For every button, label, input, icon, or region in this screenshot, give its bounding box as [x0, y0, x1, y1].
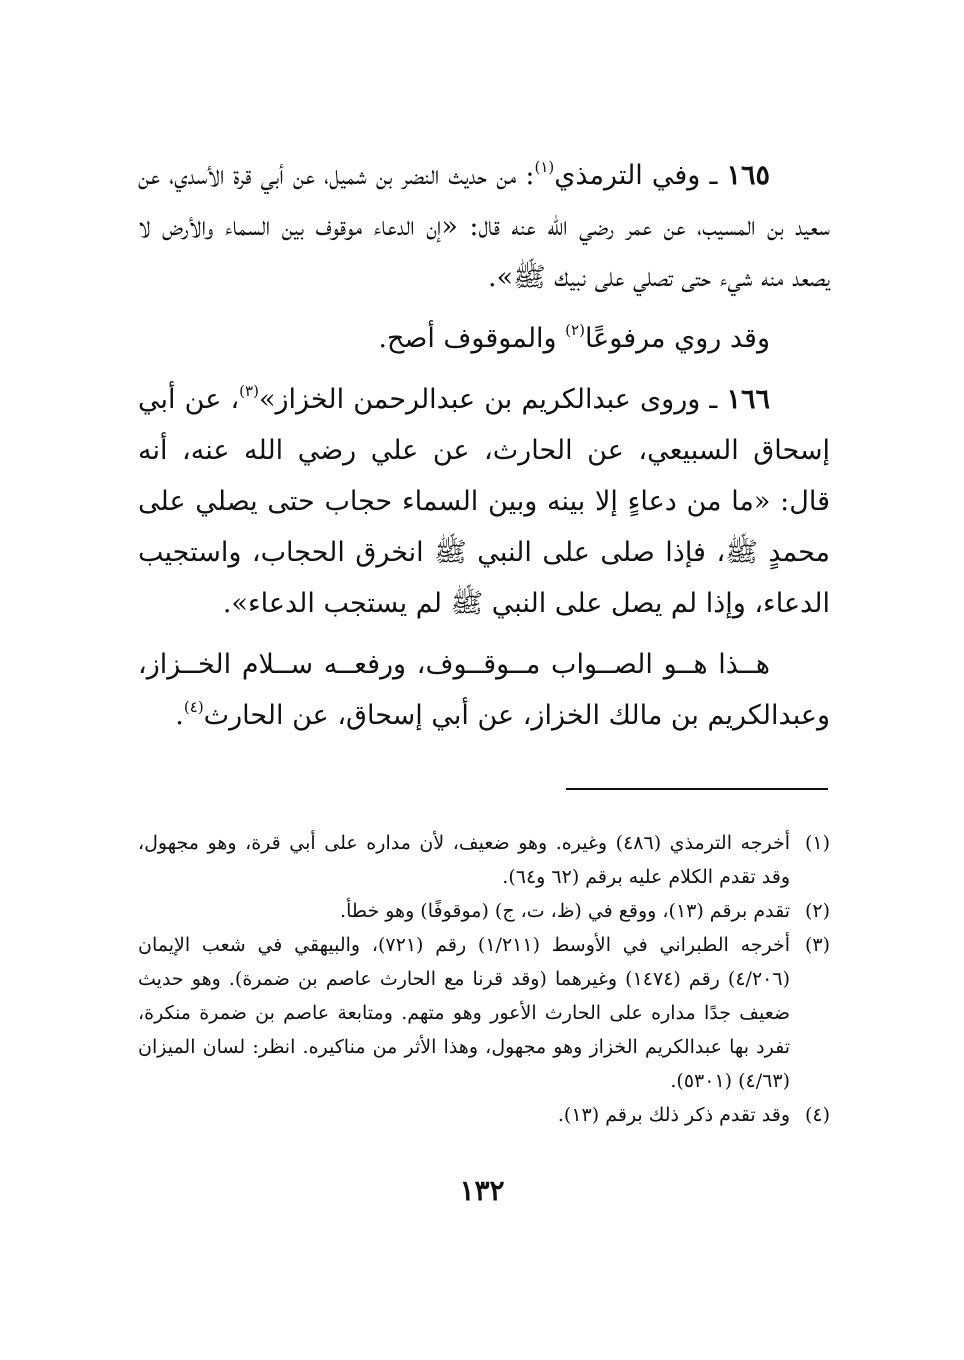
footnote-mark: (٢) [804, 900, 830, 922]
paragraph-text: وقد روي مرفوعًا [584, 323, 770, 354]
page-number: ١٣٢ [459, 1174, 505, 1207]
paragraph-166 [138, 374, 830, 629]
paragraph-text: : من حديث النضر بن شميل، عن أبي قرة الأسدي، عن سعيد بن المسيب، عن عمر رضي الله عنه قال: «إن الدعاء موقوف بين السماء والأرض لا يصعد منه شيء حتى تصلي على نبيك ﷺ». [138, 160, 830, 293]
footnote-ref[interactable]: (٢) [565, 321, 585, 339]
paragraph-text: . [175, 700, 184, 731]
paragraph-text: ـ وروى عبدالكريم بن عبدالرحمن الخزاز» [258, 384, 727, 415]
footnote-ref[interactable]: (٤) [183, 698, 204, 716]
footnotes [138, 826, 830, 1132]
footnote-mark: (٣) [804, 934, 830, 956]
footnote-item [138, 1098, 830, 1132]
paragraph-text: ـ وفي الترمذي [554, 160, 727, 191]
hadith-number: ١٦٥ [726, 160, 770, 191]
footnote-text: تقدم برقم (١٣)، ووقع في (ظ، ت، ج) (موقوفًا) وهو خطأ. [340, 900, 790, 922]
main-text [138, 150, 830, 751]
paragraph-text: ، عن أبي إسحاق السبيعي، عن الحارث، عن علي رضي الله عنه، أنه قال: «ما من دعاءٍ إلا بينه وبين السماء حجاب حتى يصلي على محمدٍ ﷺ، فإذا صلى على النبي ﷺ انخرق الحجاب، واستجيب الدعاء، وإذا لم يصل على النبي ﷺ لم يستجب الدعاء». [138, 384, 830, 619]
paragraph-165 [138, 150, 830, 303]
footnote-divider [566, 788, 828, 790]
footnote-ref[interactable]: (٣) [239, 382, 259, 400]
footnote-item [138, 826, 830, 894]
footnote-ref[interactable]: (١) [534, 158, 555, 176]
paragraph-text: هــذا هــو الصــواب مــوقــوف، ورفعــه ســلام الخــزاز، وعبدالكريم بن مالك الخزاز، عن أبي إسحاق، عن الحارث [138, 649, 830, 731]
hadith-number: ١٦٦ [726, 384, 770, 415]
footnote-text: أخرجه الطبراني في الأوسط (١/٢١١) رقم (٧٢١)، والبيهقي في شعب الإيمان (٤/٢٠٦) رقم (١٤٧٤) وغيرهما (وقد قرنا مع الحارث عاصم بن ضمرة). وهو حديث ضعيف جدًا مداره على الحارث الأعور وهو متهم. ومتابعة عاصم بن ضمرة منكرة، تفرد بها عبدالكريم الخزاز وهو مجهول، وهذا الأثر من مناكيره. انظر: لسان الميزان (٤/٦٣) (٥٣٠١). [138, 934, 791, 1092]
footnote-text: وقد تقدم ذكر ذلك برقم (١٣). [557, 1104, 790, 1126]
footnote-item [138, 928, 830, 1098]
paragraph-marfu-note [138, 313, 830, 364]
footnote-text: أخرجه الترمذي (٤٨٦) وغيره. وهو ضعيف، لأن مداره على أبي قرة، وهو مجهول، وقد تقدم الكلام عليه برقم (٦٢ و٦٤). [138, 832, 790, 888]
paragraph-mawquf-note [138, 639, 830, 741]
footnote-item [138, 894, 830, 928]
footnote-mark: (١) [804, 832, 830, 854]
footnote-mark: (٤) [804, 1104, 830, 1126]
paragraph-text: والموقوف أصح. [378, 323, 566, 354]
